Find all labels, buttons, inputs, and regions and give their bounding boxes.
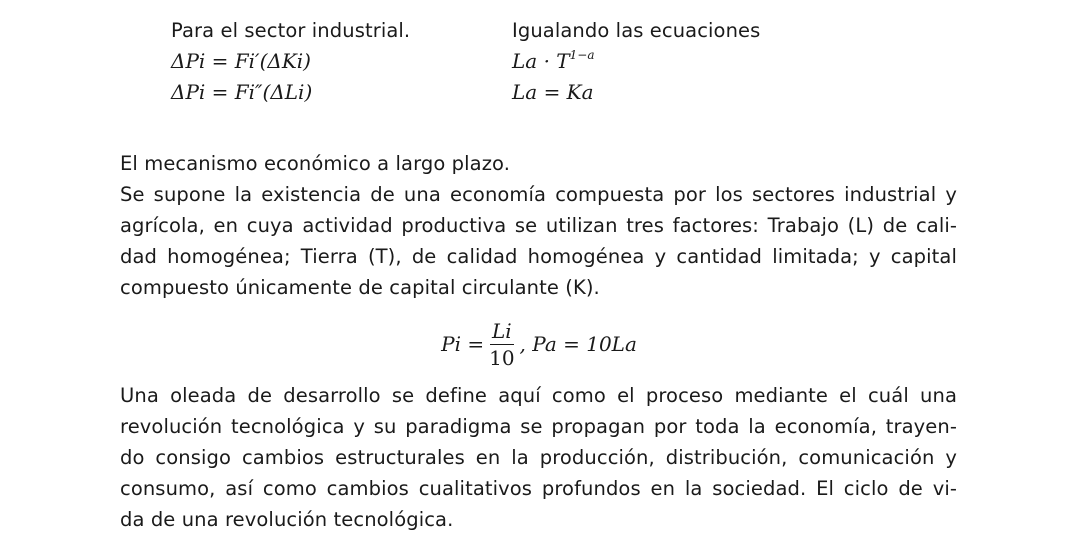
fraction-numerator: Li [491,318,512,343]
development-wave-paragraph [120,380,957,535]
paragraph-line: agrícola, en cuya actividad productiva se utilizan tres factores: Trabajo (L) de cali- [120,214,957,237]
equation-exponent: 1−a [569,48,595,62]
fraction [487,318,516,370]
equating-equations-column [512,15,760,108]
paragraph-line: El mecanismo económico a largo plazo. [120,152,511,175]
paragraph-line: compuesto únicamente de capital circulante (K). [120,276,600,299]
equation-delta-pi-labor: ΔPi = Fi″(ΔLi) [171,80,313,104]
equation-rhs: , Pa = 10La [519,331,637,356]
paragraph-line: do consigo cambios estructurales en la producción, distribución, comunicación y [120,446,957,469]
equation-la-equals-ka: La = Ka [512,80,594,104]
long-term-mechanism-paragraph [120,148,957,303]
equating-equations-heading: Igualando las ecuaciones [512,19,761,42]
equation-la-t-base: La · T [512,49,570,73]
fraction-denominator: 10 [489,345,515,370]
paragraph-line: Se supone la existencia de una economía compuesta por los sectores industrial y [120,183,957,206]
industrial-sector-column [171,15,410,108]
equation-lhs: Pi = [441,331,485,356]
paragraph-line: Una oleada de desarrollo se define aquí como el proceso mediante el cuál una [120,384,957,407]
industrial-sector-heading: Para el sector industrial. [171,19,411,42]
equation-delta-pi-capital: ΔPi = Fi′(ΔKi) [171,49,311,73]
equation-la-t-power [512,46,760,77]
paragraph-line: revolución tecnológica y su paradigma se propagan por toda la economía, trayen- [120,415,957,438]
display-equation [0,316,1078,372]
paragraph-line: consumo, así como cambios cualitativos profundos en la sociedad. El ciclo de vi- [120,477,957,500]
paragraph-line: dad homogénea; Tierra (T), de calidad homogénea y cantidad limitada; y capital [120,245,957,268]
paragraph-line: da de una revolución tecnológica. [120,508,454,531]
